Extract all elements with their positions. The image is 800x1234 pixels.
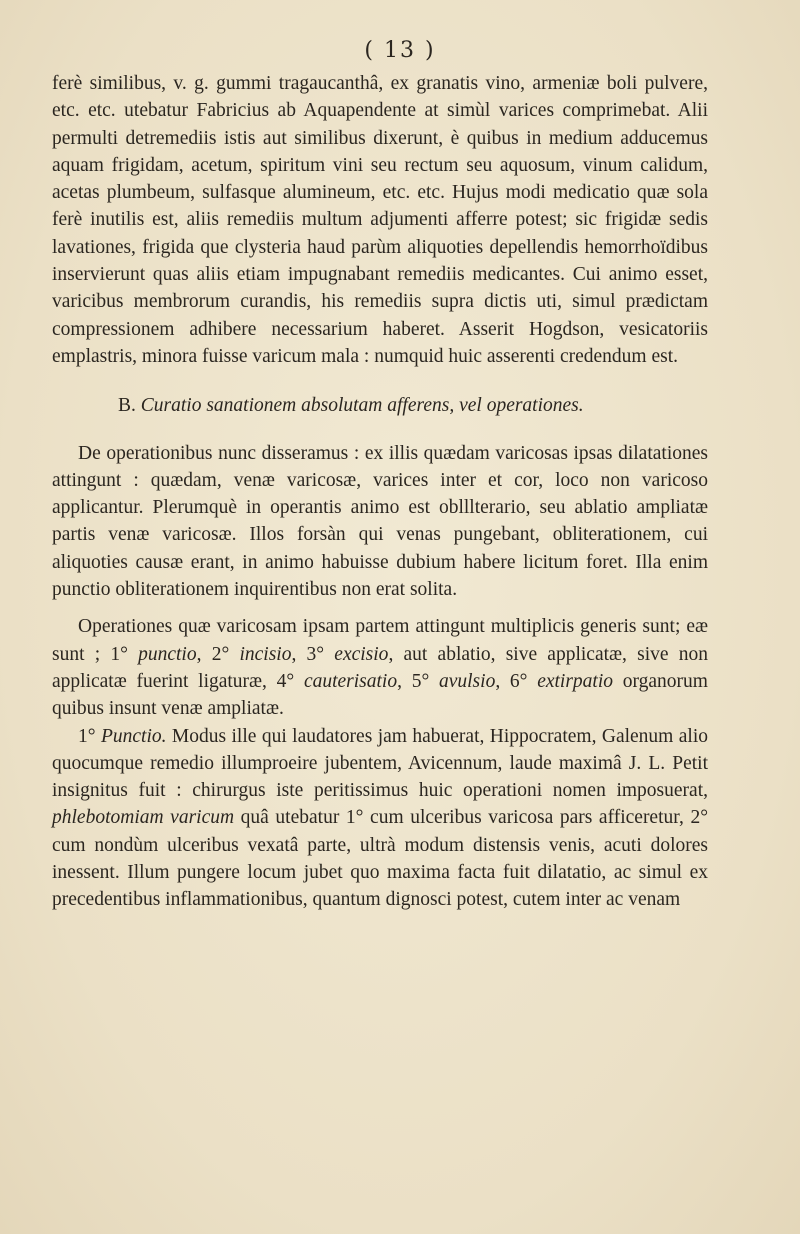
p4-heading: Punctio. (100, 725, 167, 747)
paragraph-4 (52, 723, 708, 914)
paragraph-2: De operationibus nunc disseramus : ex illis quædam varicosas ipsas dilatationes attingunt : quædam, venæ varicosæ, varices inter et cor, loco non varicoso applicantur. Plerumquè in operantis animo est oblllterario, seu ablatio ampliatæ partis venæ varicosæ. Illos forsàn qui venas pungebant, obliterationem, cui aliquoties causæ erant, in animo habuisse dubium habere licitum foret. Illa enim punctio obliterationem inquirentibus non erat solita. (52, 442, 708, 601)
term-punctio: punctio (138, 643, 197, 665)
p3-n5: , 5° (397, 670, 439, 692)
p3-mid: , aut ablatio, sive applicatæ, sive non applicatæ fuerint ligaturæ, (52, 643, 708, 692)
paragraph-3 (52, 613, 708, 722)
p4-text-2: quâ utebatur 1° cum ulceribus varicosa pars afficeretur, 2° cum nondùm ulceribus vexatâ parte, ultrà modum distensis venis, acuti dolores inessent. Illum pungere locum jubet quo maxima facta fuit dilatatio, ac simul ex precedentibus inflammationibus, quantum dignosci potest, cutem inter ac venam (52, 807, 708, 911)
p3-n3: , 3° (291, 643, 335, 665)
page-number: ( 13 ) (364, 38, 436, 63)
section-heading (52, 392, 708, 419)
p4-number: 1° (78, 725, 101, 747)
term-phlebotomiam-varicum: phlebotomiam varicum (52, 807, 235, 829)
body-text (52, 70, 708, 914)
term-extirpatio: extirpatio (537, 670, 614, 692)
section-letter: B. (118, 395, 136, 417)
p3-intro: Operationes quæ varicosam ipsam partem attingunt multiplicis generis sunt; eæ sunt ; (52, 616, 708, 665)
term-cauterisatio: cauterisatio (303, 670, 398, 692)
p3-n1: 1° (110, 643, 139, 665)
p3-n6: , 6° (495, 670, 538, 692)
section-title: Curatio sanationem absolutam afferens, vel operationes. (140, 395, 584, 417)
p4-text-1: Modus ille qui laudatores jam habuerat, Hippocratem, Galenum alio quocumque remedio illumproeire jubentem, Avicennum, laude maximâ J. L. Petit insignitus fuit : chirurgus iste peritissimus huic operationi nomen imposuerat, (52, 725, 708, 802)
p3-n2: , 2° (196, 643, 240, 665)
p3-end: organorum quibus insunt venæ ampliatæ. (52, 670, 708, 720)
paragraph-1: ferè similibus, v. g. gummi tragaucanthâ, ex granatis vino, armeniæ boli pulvere, etc. etc. utebatur Fabricius ab Aquapendente at simùl varices comprimebat. Alii permulti detremediis istis aut similibus dixerunt, è quibus in medium adducemus aquam frigidam, acetum, spiritum vini seu rectum seu aquosum, vinum calidum, acetas plumbeum, sulfasque alumineum, etc. etc. Hujus modi medicatio quæ sola ferè inutilis est, aliis remediis multum adjumenti afferre potest; sic frigidæ sedis lavationes, frigida que clysteria haud parùm aliquoties depellendis hemorrhoïdibus inservierunt quas aliis etiam impugnabant remediis medicantes. Cui animo esset, varicibus membrorum curandis, his remediis supra dictis uti, simul prædictam compressionem adhibere necessarium haberet. Asserit Hogdson, vesicatoriis emplastris, minora fuisse varicum mala : numquid huic asserenti credendum est. (52, 73, 708, 367)
p3-n4: 4° (276, 670, 304, 692)
term-avulsio: avulsio (438, 670, 496, 692)
term-excisio: excisio (334, 643, 389, 665)
term-incisio: incisio (239, 643, 292, 665)
